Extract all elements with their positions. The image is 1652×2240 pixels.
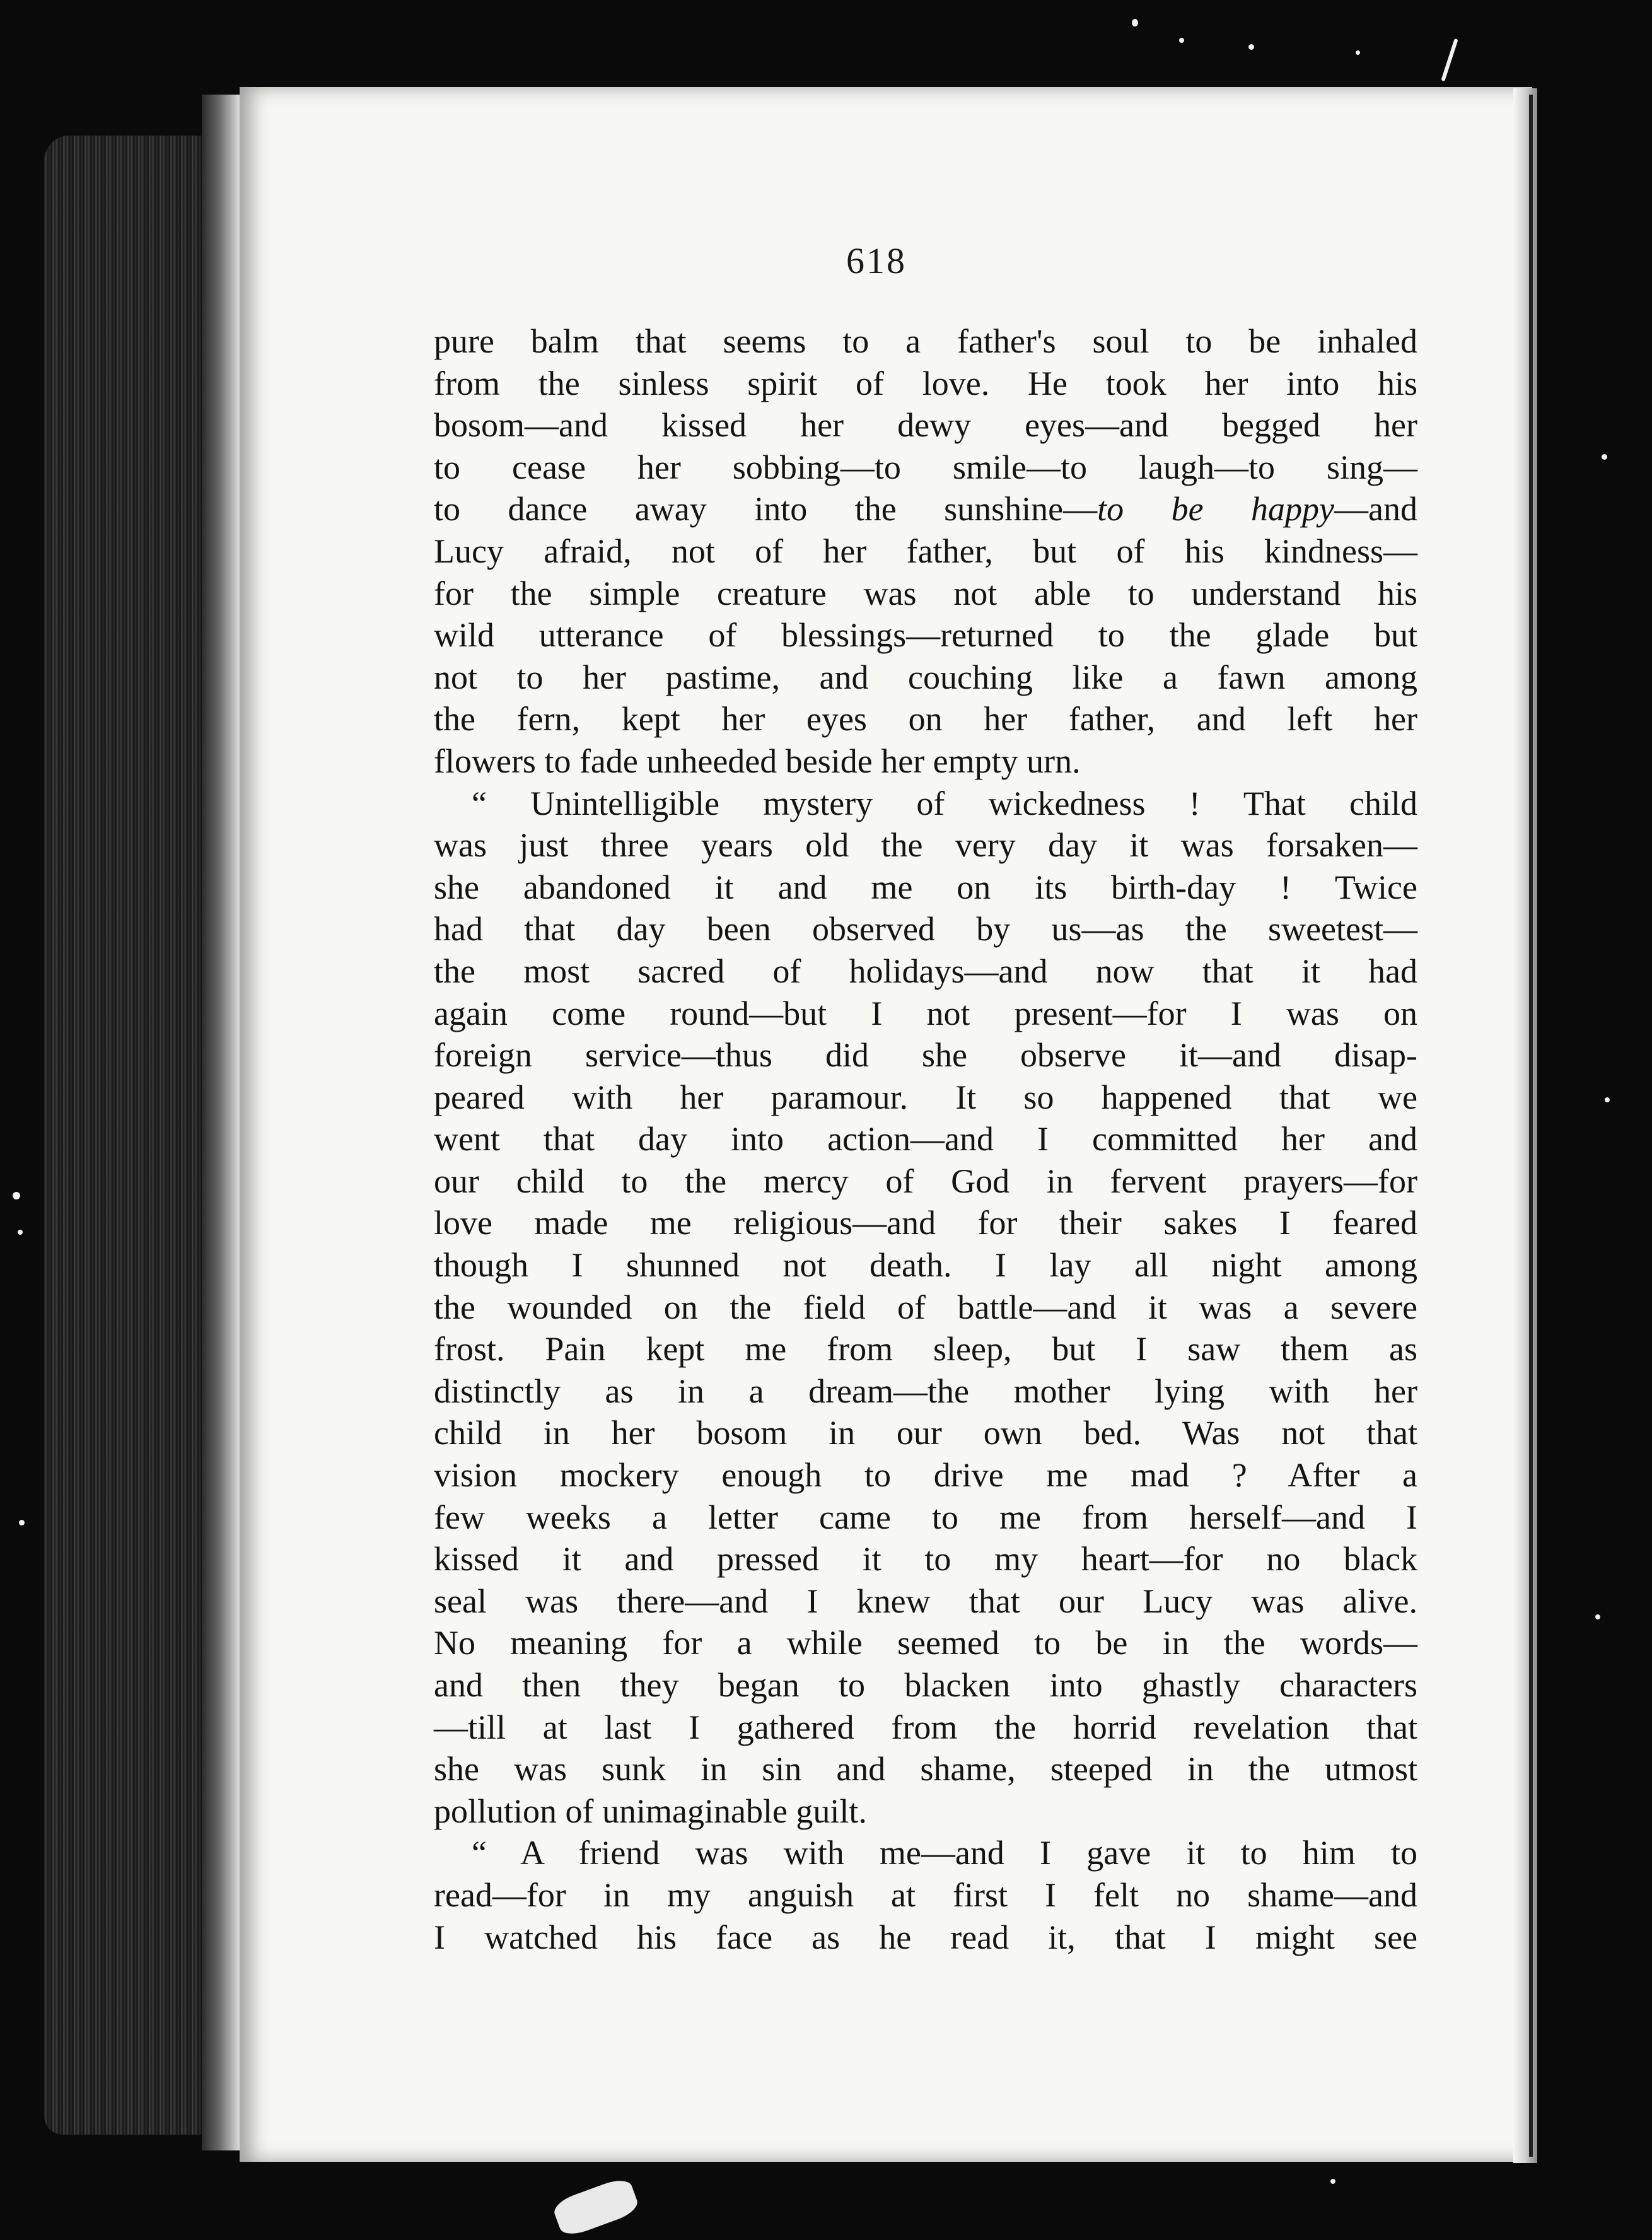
text-line: the wounded on the field of battle—and it was a severe <box>434 1288 1417 1326</box>
scan-speck <box>19 1520 25 1525</box>
text-line: our child to the mercy of God in fervent prayers—for <box>434 1162 1417 1200</box>
scan-speck <box>1248 44 1254 50</box>
text-line: to dance away into the sunshine—to be happy—and <box>434 490 1417 528</box>
text-line: foreign service—thus did she observe it—and disap- <box>434 1036 1417 1075</box>
body-text <box>434 320 1417 1958</box>
scan-speck <box>1441 38 1458 81</box>
text-line: wild utterance of blessings—returned to the glade but <box>434 616 1417 655</box>
scan-speck <box>1179 38 1184 43</box>
text-line: pollution of unimaginable guilt. <box>434 1792 867 1830</box>
text-line: seal was there—and I knew that our Lucy was alive. <box>434 1582 1417 1620</box>
text-line: she abandoned it and me on its birth-day ! Twice <box>434 868 1417 906</box>
text-line: though I shunned not death. I lay all night among <box>434 1246 1417 1285</box>
text-line: kissed it and pressed it to my heart—for no black <box>434 1540 1417 1578</box>
scan-speck <box>1132 19 1138 26</box>
text-line: from the sinless spirit of love. He took her into his <box>434 364 1417 402</box>
text-line: was just three years old the very day it was forsaken— <box>434 826 1417 865</box>
text-line: vision mockery enough to drive me mad ? After a <box>434 1456 1417 1495</box>
scan-speck <box>1356 50 1360 55</box>
text-line: bosom—and kissed her dewy eyes—and begged her <box>434 406 1417 445</box>
text-line: to cease her sobbing—to smile—to laugh—to sing— <box>434 448 1417 486</box>
text-line: few weeks a letter came to me from herself—and I <box>434 1498 1417 1536</box>
text-line: read—for in my anguish at first I felt no shame—and <box>434 1875 1417 1914</box>
text-line: went that day into action—and I committed her and <box>434 1120 1417 1158</box>
text-line: “ A friend was with me—and I gave it to him to <box>472 1834 1417 1872</box>
text-line: —till at last I gathered from the horrid revelation that <box>434 1708 1417 1746</box>
text-line: the most sacred of holidays—and now that it had <box>434 952 1417 990</box>
text-line: peared with her paramour. It so happened that we <box>434 1078 1417 1116</box>
scan-speck <box>551 2176 641 2239</box>
italic-emphasis: to be happy <box>1097 490 1335 528</box>
text-line: frost. Pain kept me from sleep, but I saw them as <box>434 1330 1417 1368</box>
text-line: distinctly as in a dream—the mother lying with her <box>434 1372 1417 1410</box>
scan-speck <box>1602 454 1607 460</box>
text-line: love made me religious—and for their sakes I feared <box>434 1204 1417 1242</box>
text-line: pure balm that seems to a father's soul to be inhaled <box>434 322 1417 360</box>
paragraph <box>434 783 1417 1833</box>
text-line: the fern, kept her eyes on her father, and left her <box>434 700 1417 738</box>
binding-shadow <box>1513 88 1537 2163</box>
text-line: flowers to fade unheeded beside her empty urn. <box>434 742 1081 780</box>
text-line: again come round—but I not present—for I was on <box>434 994 1417 1032</box>
text-line: I watched his face as he read it, that I might see <box>434 1918 1417 1956</box>
text-line: not to her pastime, and couching like a fawn among <box>434 658 1417 696</box>
paragraph <box>434 320 1417 783</box>
binding-edge <box>1529 95 1533 2157</box>
text-line: “ Unintelligible mystery of wickedness ! That child <box>472 784 1417 822</box>
text-line: and then they began to blacken into ghastly characters <box>434 1666 1417 1704</box>
scan-speck <box>13 1192 20 1199</box>
scan-speck <box>1330 2179 1335 2184</box>
text-line: she was sunk in sin and shame, steeped in the utmost <box>434 1750 1417 1788</box>
paragraph <box>434 1832 1417 1958</box>
text-line: child in her bosom in our own bed. Was not that <box>434 1414 1417 1452</box>
text-line: for the simple creature was not able to understand his <box>434 574 1417 612</box>
text-line: No meaning for a while seemed to be in the words— <box>434 1624 1417 1662</box>
text-line: had that day been observed by us—as the sweetest— <box>434 910 1417 948</box>
page-number: 618 <box>846 240 907 281</box>
scan-speck <box>18 1230 23 1235</box>
scan-speck <box>1595 1614 1600 1619</box>
scan-speck <box>1605 1097 1610 1102</box>
text-line: Lucy afraid, not of her father, but of his kindness— <box>434 532 1417 570</box>
